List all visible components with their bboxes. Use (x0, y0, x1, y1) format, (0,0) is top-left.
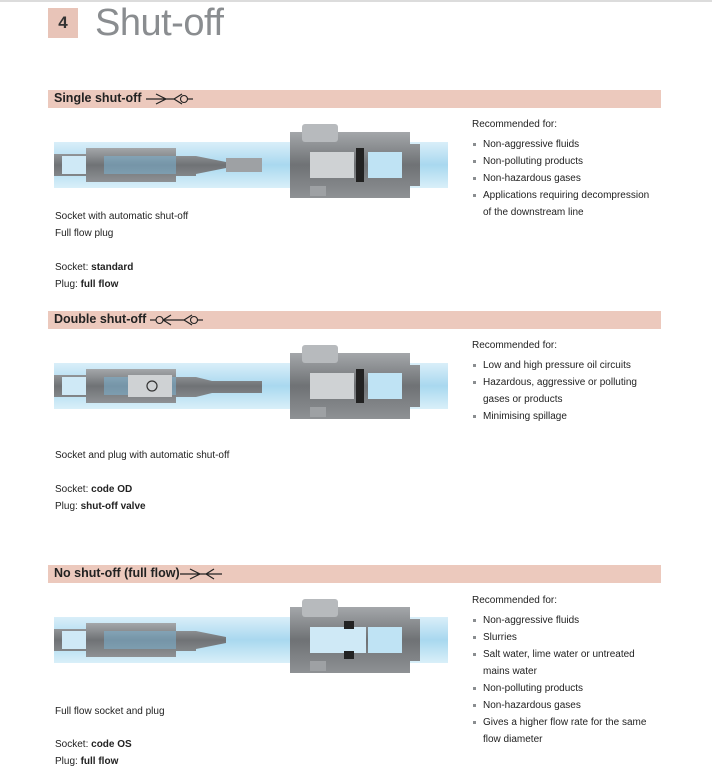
spec (55, 259, 133, 293)
list-item: Non-aggressive fluids (472, 612, 672, 629)
no-shut-off-symbol (178, 565, 226, 583)
list-item: gases or products (483, 394, 563, 405)
socket-label: Socket: (55, 739, 92, 750)
section-title: No shut-off (full flow) (54, 566, 180, 580)
double-shut-off-symbol (148, 311, 204, 329)
socket-spec (55, 481, 146, 498)
plug-spec (55, 498, 146, 515)
socket-label: Socket: (55, 484, 92, 495)
plug-value: full flow (80, 756, 119, 767)
list-item: Non-hazardous gases (472, 170, 672, 187)
chapter-number: 4 (48, 8, 78, 38)
caption-line: Socket with automatic shut-off (55, 211, 189, 222)
socket-value: code OD (91, 484, 133, 495)
list-item: mains water (483, 666, 537, 677)
plug-label: Plug: (55, 279, 81, 290)
plug-value: full flow (80, 279, 119, 290)
caption (55, 703, 165, 720)
recommended-title: Recommended for: (472, 340, 558, 351)
plug-spec (55, 276, 133, 293)
socket-spec (55, 736, 132, 753)
caption (55, 208, 188, 242)
list-item: Minimising spillage (472, 408, 672, 425)
caption (55, 447, 229, 464)
socket-value: code OS (91, 739, 132, 750)
spec (55, 481, 146, 515)
list-item: Non-polluting products (472, 680, 672, 697)
socket-spec (55, 259, 133, 276)
caption-line: Full flow plug (55, 228, 114, 239)
caption-line: Socket and plug with automatic shut-off (55, 450, 230, 461)
recommended (472, 337, 672, 425)
list-item: flow diameter (483, 734, 543, 745)
caption-line: Full flow socket and plug (55, 706, 165, 717)
socket-value: standard (91, 262, 134, 273)
section-bar (48, 311, 661, 329)
list-item: Non-hazardous gases (472, 697, 672, 714)
socket-label: Socket: (55, 262, 92, 273)
list-item: Gives a higher flow rate for the same (472, 714, 672, 731)
coupling-diagram (48, 120, 448, 210)
coupling-diagram (48, 595, 448, 685)
list-item: Low and high pressure oil circuits (472, 357, 672, 374)
single-shut-off-symbol (144, 90, 194, 108)
coupling-diagram (48, 341, 448, 431)
list-item: Applications requiring decompression (472, 187, 672, 204)
list-item: Slurries (472, 629, 672, 646)
section-title: Single shut-off (54, 91, 142, 105)
list-item: Non-polluting products (472, 153, 672, 170)
list-item: Hazardous, aggressive or polluting (472, 374, 672, 391)
spec (55, 736, 132, 768)
list-item: Salt water, lime water or untreated (472, 646, 672, 663)
plug-value: shut-off valve (80, 501, 146, 512)
section-bar (48, 90, 661, 108)
plug-label: Plug: (55, 756, 81, 767)
section-bar (48, 565, 661, 583)
list-item: Non-aggressive fluids (472, 136, 672, 153)
section-title: Double shut-off (54, 312, 147, 326)
recommended-title: Recommended for: (472, 119, 558, 130)
plug-label: Plug: (55, 501, 81, 512)
chapter-title: Shut-off (95, 2, 224, 44)
recommended (472, 116, 672, 221)
plug-spec (55, 753, 132, 768)
recommended-title: Recommended for: (472, 595, 558, 606)
recommended (472, 592, 672, 748)
list-item: of the downstream line (483, 207, 584, 218)
